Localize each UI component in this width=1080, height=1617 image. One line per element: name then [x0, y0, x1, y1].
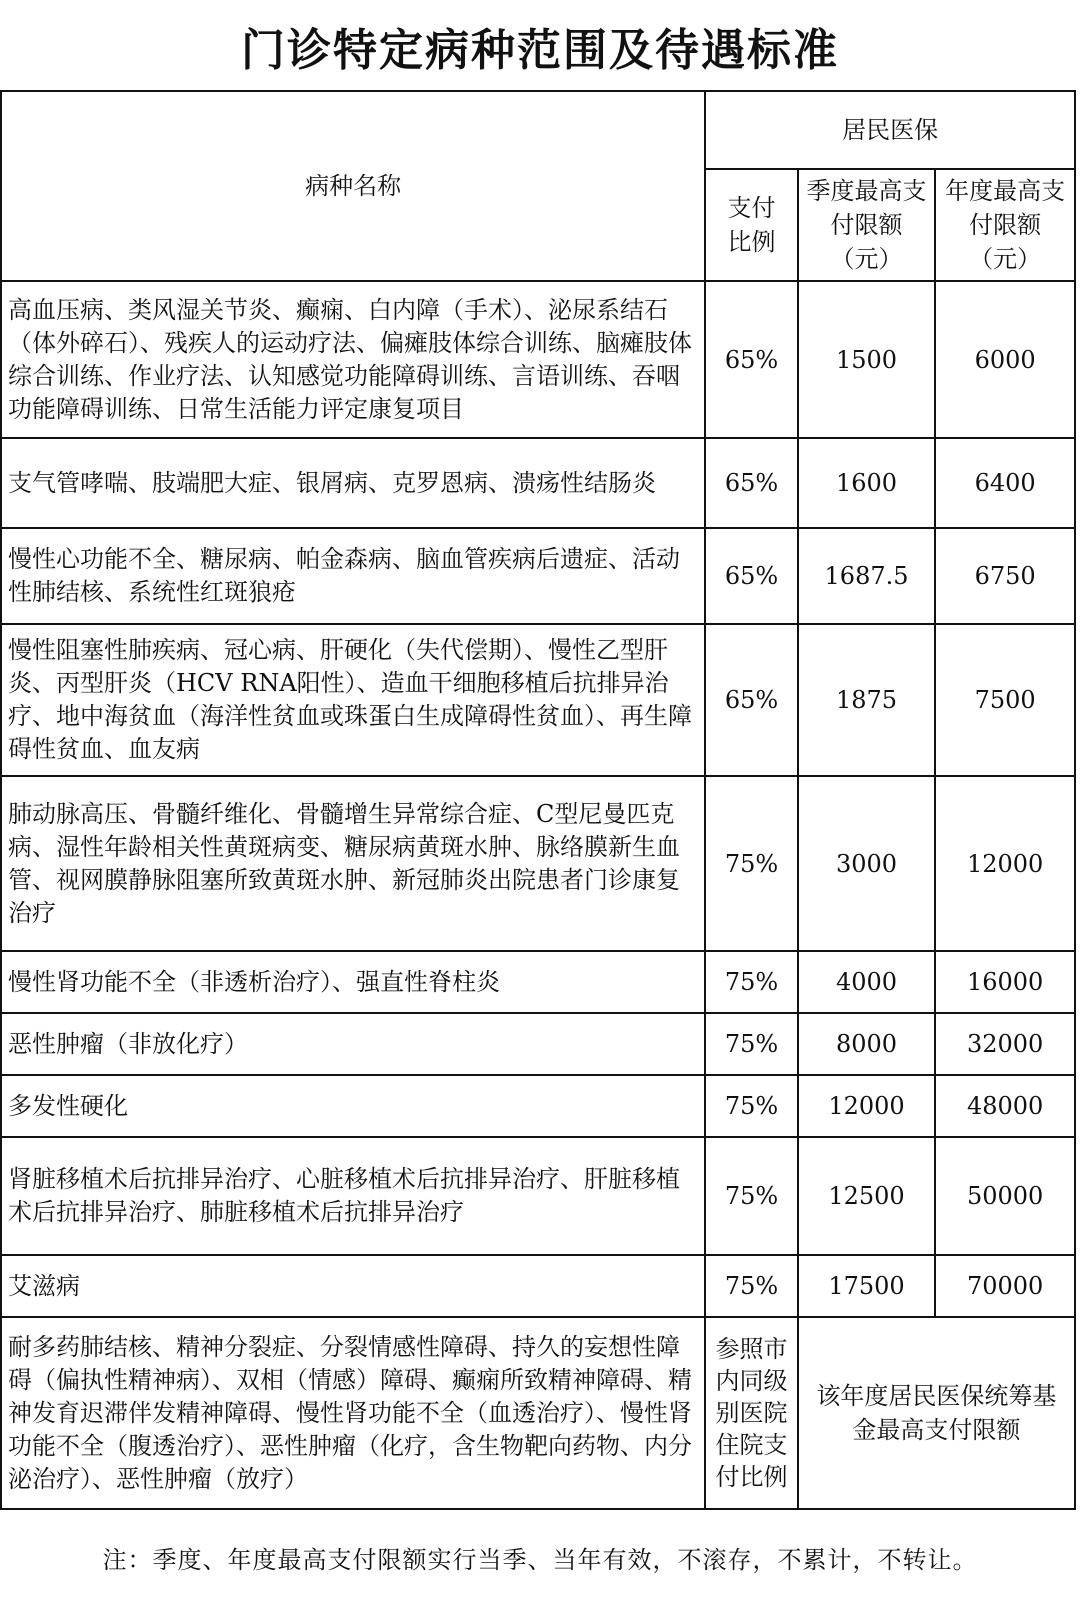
table-row [1, 1013, 1075, 1075]
disease-name-cell: 肾脏移植术后抗排异治疗、心脏移植术后抗排异治疗、肝脏移植术后抗排异治疗、肺脏移植术后抗排异治疗 [1, 1137, 705, 1255]
annual-limit-cell: 50000 [935, 1137, 1075, 1255]
annual-limit-cell: 32000 [935, 1013, 1075, 1075]
annual-limit-cell: 6400 [935, 438, 1075, 528]
disease-name-cell: 多发性硬化 [1, 1075, 705, 1137]
quarter-limit-cell: 3000 [798, 776, 936, 951]
table-row [1, 624, 1075, 776]
table-row [1, 528, 1075, 624]
disease-name-cell: 慢性肾功能不全（非透析治疗）、强直性脊柱炎 [1, 951, 705, 1013]
disease-name-cell: 慢性心功能不全、糖尿病、帕金森病、脑血管疾病后遗症、活动性肺结核、系统性红斑狼疮 [1, 528, 705, 624]
header-annual-limit: 年度最高支付限额（元） [935, 169, 1075, 281]
disease-name-cell: 肺动脉高压、骨髓纤维化、骨髓增生异常综合症、C型尼曼匹克病、湿性年龄相关性黄斑病变、糖尿病黄斑水肿、脉络膜新生血管、视网膜静脉阻塞所致黄斑水肿、新冠肺炎出院患者门诊康复治疗 [1, 776, 705, 951]
quarter-limit-cell: 1875 [798, 624, 936, 776]
limit-reference-cell: 该年度居民医保统筹基金最高支付限额 [798, 1317, 1075, 1509]
ratio-cell: 65% [705, 528, 797, 624]
quarter-limit-cell: 1600 [798, 438, 936, 528]
annual-limit-cell: 6000 [935, 281, 1075, 438]
ratio-cell: 75% [705, 1075, 797, 1137]
ratio-cell: 75% [705, 1137, 797, 1255]
table-row [1, 776, 1075, 951]
ratio-cell: 65% [705, 281, 797, 438]
ratio-cell: 75% [705, 951, 797, 1013]
header-quarter-limit: 季度最高支付限额（元） [798, 169, 936, 281]
ratio-cell: 75% [705, 1013, 797, 1075]
page-title: 门诊特定病种范围及待遇标准 [241, 25, 839, 76]
quarter-limit-cell: 12500 [798, 1137, 936, 1255]
benefit-table [0, 90, 1076, 1510]
ratio-cell: 65% [705, 624, 797, 776]
ratio-cell: 75% [705, 776, 797, 951]
quarter-limit-cell: 12000 [798, 1075, 936, 1137]
header-ratio: 支付比例 [705, 169, 797, 281]
annual-limit-cell: 7500 [935, 624, 1075, 776]
disease-name-cell: 艾滋病 [1, 1255, 705, 1317]
disease-name-cell: 慢性阻塞性肺疾病、冠心病、肝硬化（失代偿期）、慢性乙型肝炎、丙型肝炎（HCV RNA阳性）、造血干细胞移植后抗排异治疗、地中海贫血（海洋性贫血或珠蛋白生成障碍性贫血）、再生障碍性贫血、血友病 [1, 624, 705, 776]
ratio-reference-cell: 参照市内同级别医院住院支付比例 [705, 1317, 797, 1509]
annual-limit-cell: 6750 [935, 528, 1075, 624]
ratio-cell: 75% [705, 1255, 797, 1317]
table-row [1, 1255, 1075, 1317]
header-disease-name: 病种名称 [1, 91, 705, 281]
annual-limit-cell: 12000 [935, 776, 1075, 951]
quarter-limit-cell: 17500 [798, 1255, 936, 1317]
disease-name-cell: 耐多药肺结核、精神分裂症、分裂情感性障碍、持久的妄想性障碍（偏执性精神病）、双相（情感）障碍、癫痫所致精神障碍、精神发育迟滞伴发精神障碍、慢性肾功能不全（血透治疗）、慢性肾功能不全（腹透治疗）、恶性肿瘤（化疗，含生物靶向药物、内分泌治疗）、恶性肿瘤（放疗） [1, 1317, 705, 1509]
disease-name-cell: 恶性肿瘤（非放化疗） [1, 1013, 705, 1075]
annual-limit-cell: 70000 [935, 1255, 1075, 1317]
table-row [1, 281, 1075, 438]
annual-limit-cell: 48000 [935, 1075, 1075, 1137]
quarter-limit-cell: 8000 [798, 1013, 936, 1075]
ratio-cell: 65% [705, 438, 797, 528]
disease-name-cell: 高血压病、类风湿关节炎、癫痫、白内障（手术）、泌尿系结石（体外碎石）、残疾人的运动疗法、偏瘫肢体综合训练、脑瘫肢体综合训练、作业疗法、认知感觉功能障碍训练、言语训练、吞咽功能障碍训练、日常生活能力评定康复项目 [1, 281, 705, 438]
header-group: 居民医保 [705, 91, 1075, 169]
table-row [1, 1317, 1075, 1509]
table-row [1, 1137, 1075, 1255]
annual-limit-cell: 16000 [935, 951, 1075, 1013]
disease-name-cell: 支气管哮喘、肢端肥大症、银屑病、克罗恩病、溃疡性结肠炎 [1, 438, 705, 528]
quarter-limit-cell: 1500 [798, 281, 936, 438]
table-row [1, 1075, 1075, 1137]
table-row [1, 438, 1075, 528]
quarter-limit-cell: 4000 [798, 951, 936, 1013]
quarter-limit-cell: 1687.5 [798, 528, 936, 624]
footnote: 注：季度、年度最高支付限额实行当季、当年有效，不滚存，不累计，不转让。 [102, 1546, 978, 1574]
table-row [1, 951, 1075, 1013]
